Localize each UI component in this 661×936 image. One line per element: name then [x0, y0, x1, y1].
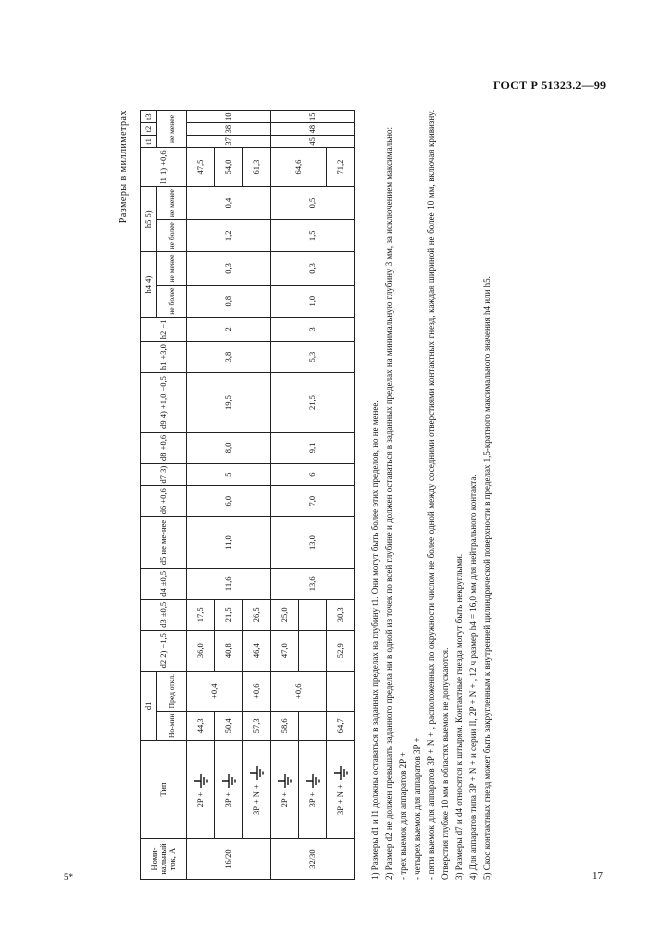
earth-symbol-icon: [249, 764, 265, 782]
header-d8: d8 +0,6: [141, 432, 187, 463]
cell-d1-2: 50,4: [215, 711, 243, 740]
rotated-content: [118, 110, 605, 880]
header-d5: d5 не ме-нее: [141, 517, 187, 569]
header-d9: d9 4) +1,0 −0,5: [141, 373, 187, 433]
footnote-5: 5) Скос контактных гнезд может быть закругленным к внутренней цилиндрической поверхности в пределах 1,5-кратного максимального значения h4 или h5.: [482, 276, 492, 880]
cell-tol-1: +0,4: [187, 671, 243, 711]
footnote-1: 1) Размеры d1 и l1 должны оставаться в заданных пределах на глубину t1. Они могут быть более этих пределов, но не менее.: [370, 400, 380, 880]
dimensions-table: [140, 110, 355, 880]
cell-h2-1: 2: [187, 317, 271, 341]
cell-d4-2: 13,6: [271, 568, 355, 599]
cell-l1-2: 54,0: [215, 148, 243, 187]
cell-d8-1: 8,0: [187, 432, 271, 463]
cell-l1-1: 47,5: [187, 148, 215, 187]
header-d1-nom: Но-мин: [157, 711, 187, 740]
earth-symbol-icon: [193, 772, 209, 790]
header-d1-tol: Пред откл.: [157, 671, 187, 711]
cell-current-2: 32/30: [271, 839, 355, 880]
cell-d2-1: 36,0: [187, 630, 215, 671]
header-l1: l1 1) +0,6: [141, 148, 187, 187]
cell-d3-3: 26,5: [243, 599, 271, 630]
cell-tol-6: [327, 671, 355, 711]
cell-d6-1: 6,0: [187, 486, 271, 517]
footnote-2a: - трех выемок для аппаратов 2P +: [398, 751, 408, 880]
cell-d3-6: 30,3: [327, 599, 355, 630]
cell-tol-3: +0,6: [243, 671, 271, 711]
cell-type-6: 3P + N +: [327, 741, 355, 839]
cell-t2-1: 38: [187, 123, 271, 135]
footnote-2b: - четырех выемок для аппаратов 3P +: [412, 737, 422, 880]
cell-d2-3: 46,4: [243, 630, 271, 671]
cell-h4b-2: 0,3: [271, 252, 355, 285]
cell-d1-1: 44,3: [187, 711, 215, 740]
cell-l1-3: 61,3: [243, 148, 271, 187]
cell-d3-4: 25,0: [271, 599, 299, 630]
earth-symbol-icon: [277, 772, 293, 790]
cell-h4a-1: 0,8: [187, 285, 271, 317]
header-type: Тип: [141, 741, 187, 839]
cell-type-5: 3P +: [299, 741, 327, 839]
cell-d7-2: 6: [271, 463, 355, 485]
cell-t1-1: 37: [187, 135, 271, 147]
footnote-2c: - пяти выемок для аппаратов 3P + N + , расположенных по окружности числом не более одной между соседними отверстиями контактных гнезд, каждая шириной не более 10 мм, включая кривизну. Отверстия глубже 10 мм в областях выемок не допускаются.: [426, 110, 450, 880]
cell-d1-5: [299, 711, 327, 740]
cell-d2-2: 40,8: [215, 630, 243, 671]
footnote-4: 4) Для аппаратов типа 3P + N + и серии II, 2P + N + , 12 ч размер h4 = 16,0 мм для нейтрального контакта.: [468, 474, 478, 880]
cell-type-2: 3P +: [215, 741, 243, 839]
page-signature: 5*: [64, 872, 73, 882]
cell-current-1: 16/20: [187, 839, 271, 880]
cell-h5a-1: 1,2: [187, 220, 271, 252]
footnote-3: 3) Размеры d7 и d4 относятся к штырям. Контактные гнезда могут быть некруглыми.: [454, 553, 464, 880]
footnotes: [368, 110, 494, 880]
header-h1: h1 +3,0: [141, 342, 187, 373]
cell-d9-2: 21,5: [271, 373, 355, 433]
cell-d1-4: 58,6: [271, 711, 299, 740]
header-t2: t2: [141, 123, 157, 135]
cell-t3-1: 10: [187, 111, 271, 123]
cell-d5-2: 13,0: [271, 517, 355, 569]
cell-l1-6: 71,2: [327, 148, 355, 187]
header-d2: d2 2) −1,5: [141, 630, 187, 671]
cell-h5b-1: 0,4: [187, 187, 271, 220]
cell-d1-3: 57,3: [243, 711, 271, 740]
cell-d9-1: 19,5: [187, 373, 271, 433]
cell-d3-1: 17,5: [187, 599, 215, 630]
cell-d7-1: 5: [187, 463, 271, 485]
header-h4-less: не менее: [157, 252, 187, 285]
cell-d3-5: [299, 599, 327, 630]
cell-h4a-2: 1,0: [271, 285, 355, 317]
cell-d8-2: 9,1: [271, 432, 355, 463]
header-h5-less: не менее: [157, 187, 187, 220]
cell-t3-2: 15: [271, 111, 355, 123]
header-t3: t3: [141, 111, 157, 123]
cell-h5a-2: 1,5: [271, 220, 355, 252]
header-d4: d4 ±0,5: [141, 568, 187, 599]
cell-h1-1: 3,8: [187, 342, 271, 373]
header-nominal-current: Номи-нальный ток, А: [141, 839, 187, 880]
earth-symbol-icon: [333, 764, 349, 782]
earth-symbol-icon: [221, 772, 237, 790]
cell-type-3: 3P + N +: [243, 741, 271, 839]
cell-l1-4: 64,6: [271, 148, 327, 187]
cell-h4b-1: 0,3: [187, 252, 271, 285]
cell-d2-4: 47,0: [271, 630, 299, 671]
header-t-group: не менее: [157, 111, 187, 148]
cell-h2-2: 3: [271, 317, 355, 341]
header-d7: d7 3): [141, 463, 187, 485]
header-h5-more: не более: [157, 220, 187, 252]
cell-t2-2: 48: [271, 123, 355, 135]
cell-d4-1: 11,6: [187, 568, 271, 599]
cell-d2-5: [299, 630, 327, 671]
header-d1: d1: [141, 671, 157, 740]
standard-header: ГОСТ Р 51323.2—99: [493, 78, 607, 92]
cell-d1-6: 64,7: [327, 711, 355, 740]
header-d6: d6 +0,6: [141, 486, 187, 517]
cell-h5b-2: 0,5: [271, 187, 355, 220]
units-caption: Размеры в миллиметрах: [118, 110, 129, 224]
cell-d6-2: 7,0: [271, 486, 355, 517]
header-h4-more: не более: [157, 285, 187, 317]
cell-d2-6: 52,9: [327, 630, 355, 671]
earth-symbol-icon: [305, 772, 321, 790]
cell-d3-2: 21,5: [215, 599, 243, 630]
cell-t1-2: 45: [271, 135, 355, 147]
header-h4: h4 4): [141, 252, 157, 317]
header-d3: d3 ±0,5: [141, 599, 187, 630]
page-number: 17: [592, 870, 603, 882]
header-h5: h5 5): [141, 187, 157, 252]
cell-type-4: 2P +: [271, 741, 299, 839]
cell-d5-1: 11,0: [187, 517, 271, 569]
footnote-2: 2) Размер d2 не должен превышать заданного предела ни в одной из точек по всей глубине и должен оставаться в заданных пределах на минимальную глубину 3 мм, за исключением максимально:: [384, 127, 394, 880]
cell-tol-4: +0,6: [271, 671, 327, 711]
header-h2: h2 −1: [141, 317, 187, 341]
cell-type-1: 2P +: [187, 741, 215, 839]
cell-h1-2: 5,3: [271, 342, 355, 373]
header-t1: t1: [141, 135, 157, 147]
